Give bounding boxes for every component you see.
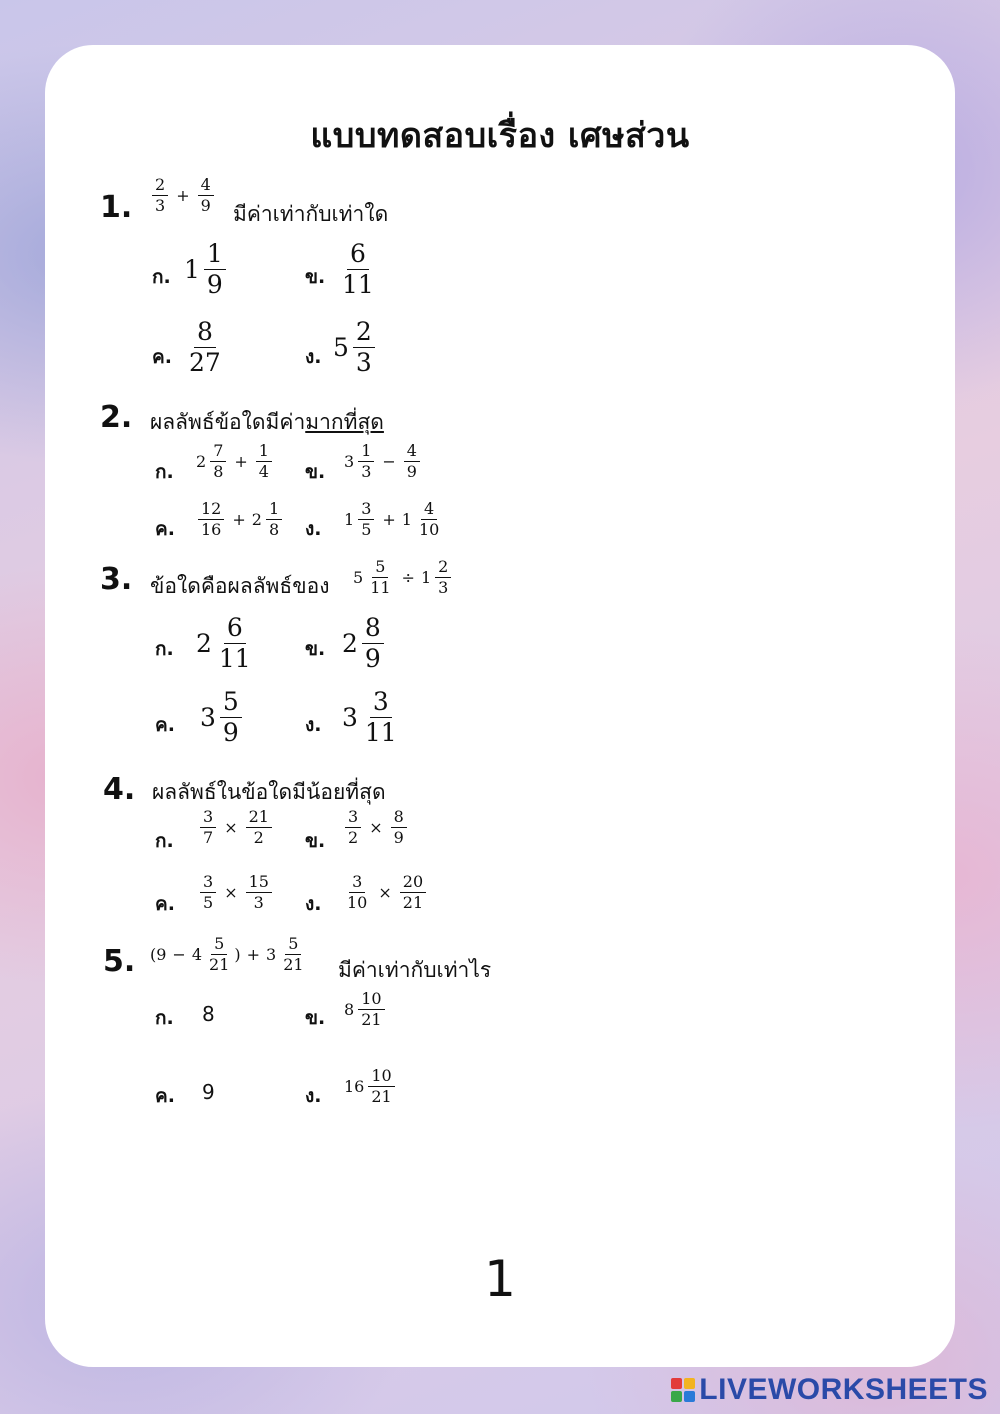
- q5-option-c-value[interactable]: 9: [202, 1080, 215, 1104]
- question-3-expression: 5 $\frac{5}{11}$ ÷ 1 $\frac{2}{3}$: [353, 558, 453, 596]
- q1-option-b-label[interactable]: ข.: [305, 266, 326, 288]
- q2-option-b-label[interactable]: ข.: [305, 461, 326, 483]
- q3-option-b-value[interactable]: 2 $\frac{8}{9}$: [342, 614, 386, 672]
- page-number: 1: [484, 1250, 516, 1308]
- question-4-text: ผลลัพธ์ในข้อใดมีน้อยที่สุด: [152, 780, 386, 804]
- q2-option-a-label[interactable]: ก.: [155, 461, 174, 483]
- liveworksheets-brand[interactable]: [671, 1373, 988, 1407]
- question-5-number: 5.: [103, 944, 136, 979]
- question-3-number: 3.: [100, 562, 133, 597]
- q2-option-d-value[interactable]: 1 $\frac{3}{5}$ + 1 $\frac{4}{10}$: [344, 499, 440, 539]
- q3-option-d-value[interactable]: 3 $\frac{3}{11}$: [342, 687, 397, 747]
- question-5-expression: (9 − 4 $\frac{5}{21}$ ) + 3 $\frac{5}{21}$: [150, 934, 304, 974]
- q4-option-c-label[interactable]: ค.: [155, 893, 175, 915]
- q5-option-b-label[interactable]: ข.: [305, 1007, 326, 1029]
- q1-option-c-label[interactable]: ค.: [152, 346, 172, 368]
- worksheet-card: [45, 45, 955, 1367]
- q3-option-a-label[interactable]: ก.: [155, 638, 174, 660]
- logo-square-red: [671, 1378, 682, 1389]
- q5-option-b-value[interactable]: 8 $\frac{10}{21}$: [344, 990, 387, 1028]
- q4-option-a-label[interactable]: ก.: [155, 830, 174, 852]
- q3-option-d-label[interactable]: ง.: [305, 714, 322, 736]
- liveworksheets-logo-icon: [671, 1378, 695, 1402]
- logo-square-green: [671, 1391, 682, 1402]
- q5-option-d-label[interactable]: ง.: [305, 1085, 322, 1107]
- q1-option-d-value[interactable]: 5 $\frac{2}{3}$: [333, 318, 377, 376]
- question-4-number: 4.: [103, 772, 136, 807]
- q5-option-a-label[interactable]: ก.: [155, 1007, 174, 1029]
- q5-option-d-value[interactable]: 16 $\frac{10}{21}$: [344, 1067, 397, 1105]
- q3-option-c-label[interactable]: ค.: [155, 714, 175, 736]
- q1-option-a-label[interactable]: ก.: [152, 266, 171, 288]
- question-1-text: มีค่าเท่ากับเท่าใด: [233, 202, 389, 226]
- brand-name: LIVEWORKSHEETS: [699, 1373, 988, 1406]
- q1-option-b-value[interactable]: $\frac{6}{11}$: [342, 239, 374, 299]
- question-2-text: ผลลัพธ์ข้อใดมีค่ามากที่สุด: [150, 410, 384, 434]
- q4-option-d-label[interactable]: ง.: [305, 893, 322, 915]
- question-3-text: ข้อใดคือผลลัพธ์ของ: [150, 574, 330, 598]
- q4-option-b-label[interactable]: ข.: [305, 830, 326, 852]
- q2-option-a-value[interactable]: 2 $\frac{7}{8}$ + $\frac{1}{4}$: [196, 442, 274, 480]
- q3-option-a-value[interactable]: 2 $\frac{6}{11}$: [196, 613, 251, 673]
- q4-option-c-value[interactable]: $\frac{3}{5}$ × $\frac{15}{3}$: [198, 873, 274, 911]
- page-title: แบบทดสอบเรื่อง เศษส่วน: [310, 116, 690, 156]
- question-5-text: มีค่าเท่ากับเท่าไร: [338, 958, 492, 982]
- q2-option-d-label[interactable]: ง.: [305, 518, 322, 540]
- logo-square-yellow: [684, 1378, 695, 1389]
- q2-option-b-value[interactable]: 3 $\frac{1}{3}$ − $\frac{4}{9}$: [344, 442, 422, 480]
- q5-option-a-value[interactable]: 8: [202, 1002, 215, 1026]
- q1-option-d-label[interactable]: ง.: [305, 346, 322, 368]
- q1-option-c-value[interactable]: $\frac{8}{27}$: [189, 317, 221, 377]
- question-2-emphasis: มากที่สุด: [305, 410, 384, 434]
- q2-option-c-value[interactable]: $\frac{12}{16}$ + 2 $\frac{1}{8}$: [196, 500, 284, 538]
- q1-option-a-value[interactable]: 1 $\frac{1}{9}$: [184, 240, 228, 298]
- q4-option-b-value[interactable]: $\frac{3}{2}$ × $\frac{8}{9}$: [343, 808, 409, 846]
- question-1-number: 1.: [100, 190, 133, 225]
- question-2-number: 2.: [100, 400, 133, 435]
- q5-option-c-label[interactable]: ค.: [155, 1085, 175, 1107]
- q2-option-c-label[interactable]: ค.: [155, 518, 175, 540]
- question-1-expression: $\frac{2}{3}$ + $\frac{4}{9}$: [150, 176, 216, 214]
- q4-option-a-value[interactable]: $\frac{3}{7}$ × $\frac{21}{2}$: [198, 808, 274, 846]
- q3-option-c-value[interactable]: 3 $\frac{5}{9}$: [200, 688, 244, 746]
- logo-square-blue: [684, 1391, 695, 1402]
- q3-option-b-label[interactable]: ข.: [305, 638, 326, 660]
- q4-option-d-value[interactable]: $\frac{3}{10}$ × $\frac{20}{21}$: [342, 873, 428, 911]
